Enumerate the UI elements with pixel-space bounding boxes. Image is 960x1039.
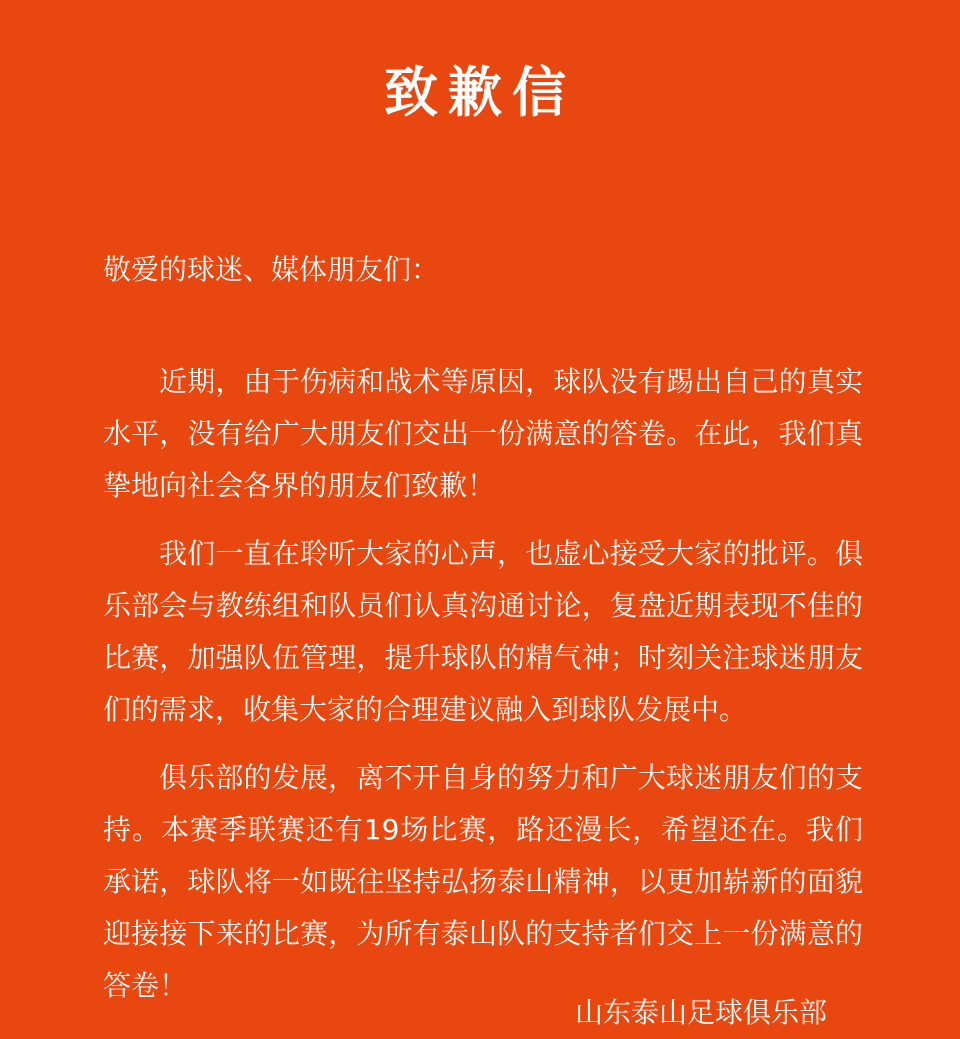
letter-signature: 山东泰山足球俱乐部 (574, 996, 827, 1029)
letter-body (103, 356, 863, 1028)
letter-salutation: 敬爱的球迷、媒体朋友们： (103, 253, 440, 286)
letter-paragraph: 近期，由于伤病和战术等原因，球队没有踢出自己的真实水平，没有给广大朋友们交出一份满意的答卷。在此，我们真挚地向社会各界的朋友们致歉！ (103, 365, 863, 502)
letter-title: 致歉信 (384, 61, 576, 124)
letter-paragraph: 我们一直在聆听大家的心声，也虚心接受大家的批评。俱乐部会与教练组和队员们认真沟通讨论，复盘近期表现不佳的比赛，加强队伍管理，提升球队的精气神；时刻关注球迷朋友们的需求，收集大家的合理建议融入到球队发展中。 (103, 537, 863, 726)
letter-paragraph: 俱乐部的发展，离不开自身的努力和广大球迷朋友们的支持。本赛季联赛还有19场比赛，路还漫长，希望还在。我们承诺，球队将一如既往坚持弘扬泰山精神，以更加崭新的面貌迎接接下来的比赛，为所有泰山队的支持者们交上一份满意的答卷！ (103, 761, 863, 1002)
